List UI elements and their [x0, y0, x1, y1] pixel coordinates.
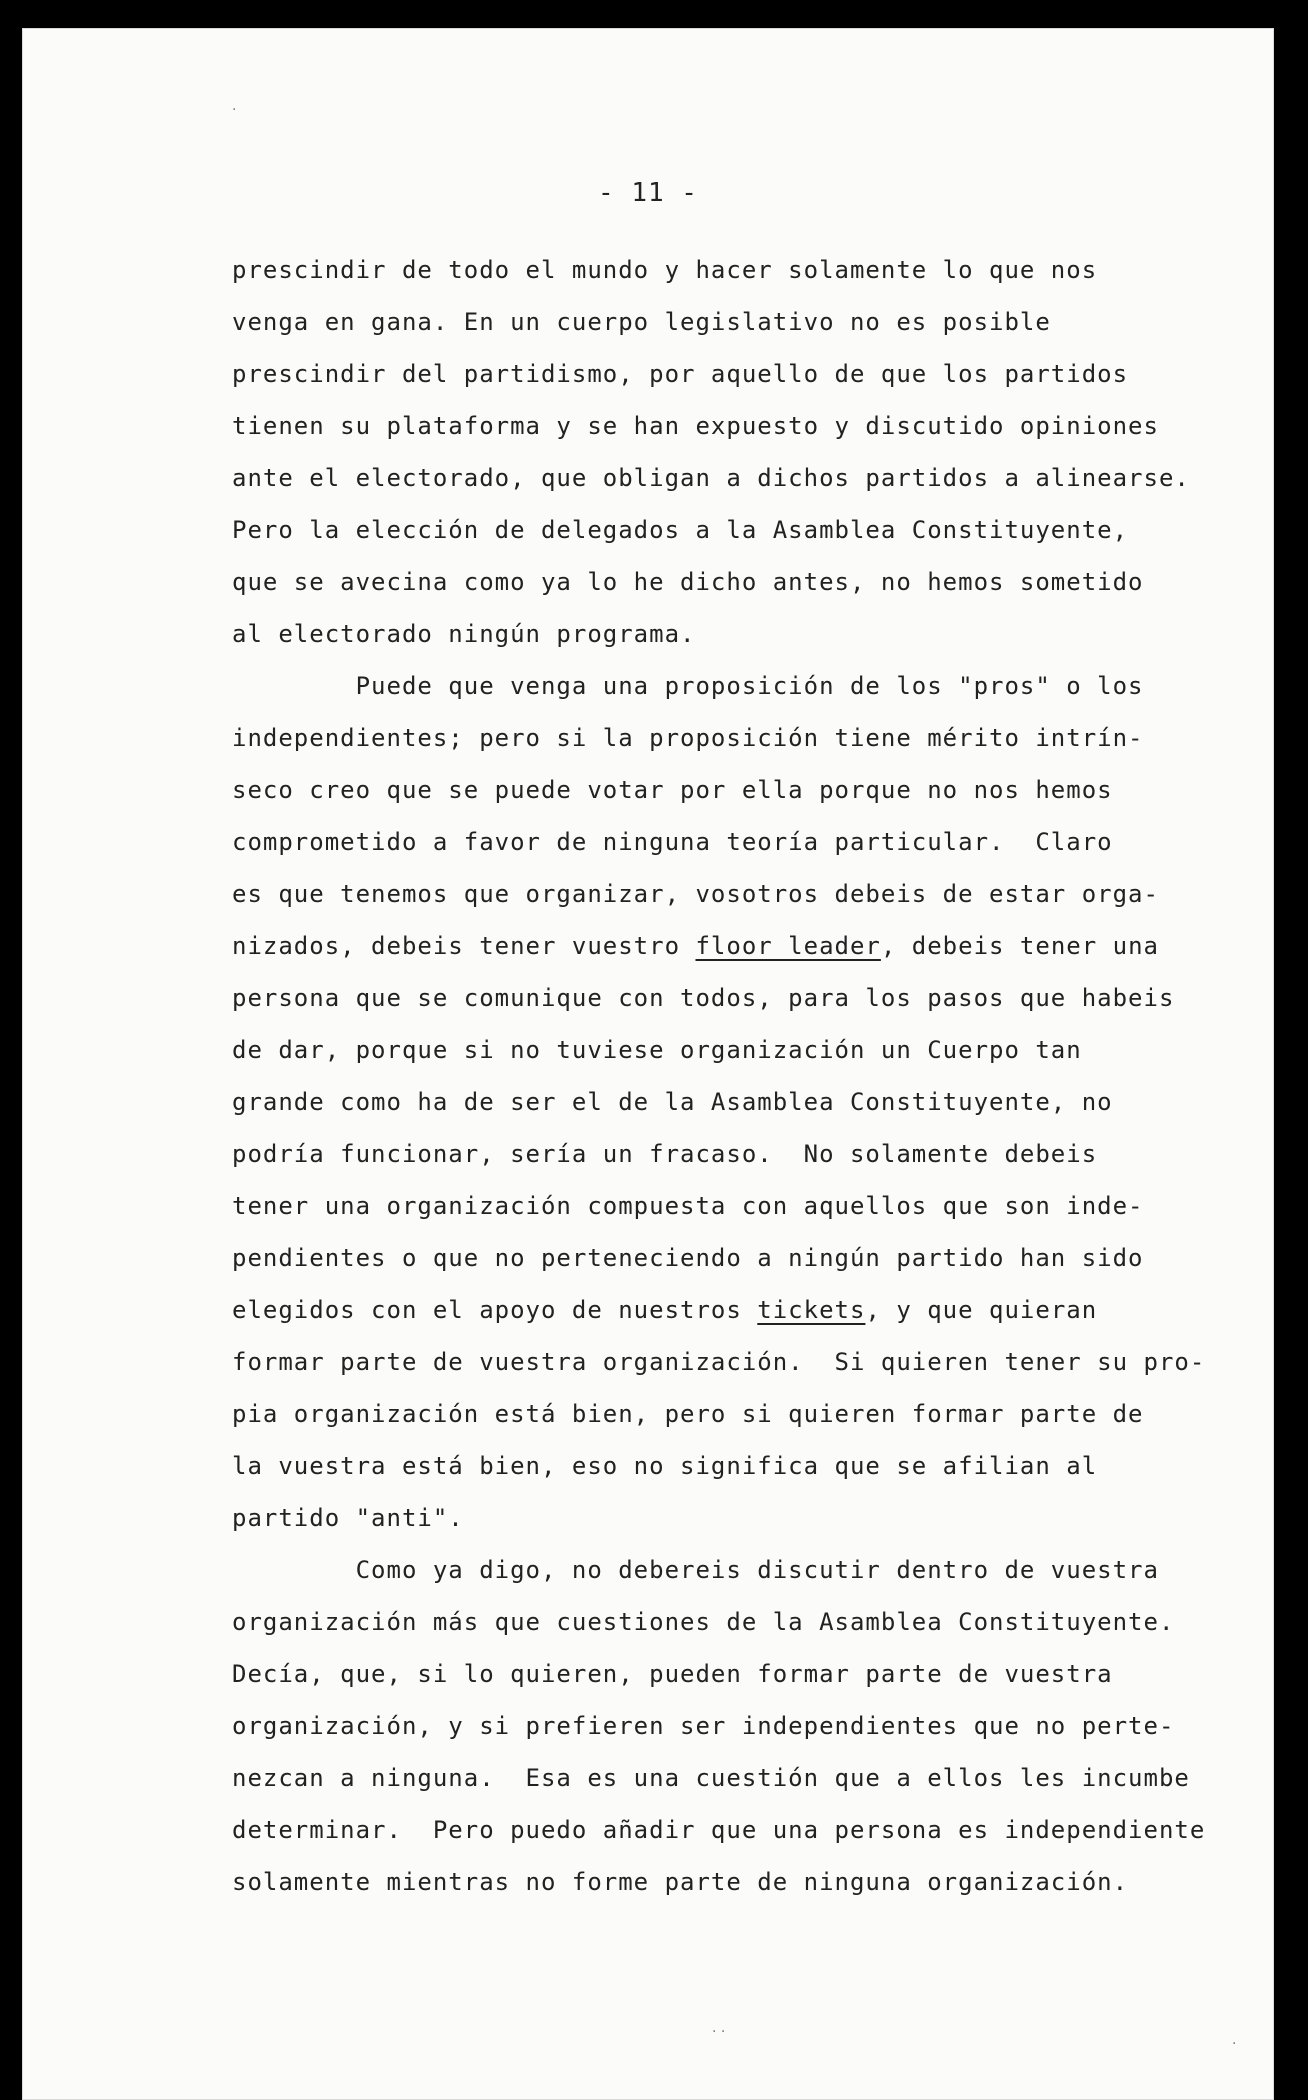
text-line: Pero la elección de delegados a la Asamblea Constituyente,	[232, 516, 1129, 544]
scan-speck: ·	[1232, 2036, 1237, 2052]
text-line: solamente mientras no forme parte de ninguna organización.	[232, 1868, 1129, 1896]
scan-speck: · ·	[712, 2024, 726, 2040]
text-line: ante el electorado, que obligan a dichos partidos a alinearse.	[232, 464, 1190, 492]
text-line: determinar. Pero puedo añadir que una persona es independiente	[232, 1816, 1206, 1844]
text-line: de dar, porque si no tuviese organización un Cuerpo tan	[232, 1036, 1082, 1064]
text-line: es que tenemos que organizar, vosotros debeis de estar orga-	[232, 880, 1159, 908]
text-line: partido "anti".	[232, 1504, 464, 1532]
text-line	[232, 920, 1242, 972]
text-run: elegidos con el apoyo de nuestros	[232, 1296, 758, 1324]
document-page	[22, 28, 1274, 2100]
text-line	[232, 1284, 1242, 1336]
text-line: venga en gana. En un cuerpo legislativo no es posible	[232, 308, 1051, 336]
text-run: nizados, debeis tener vuestro	[232, 932, 696, 960]
underlined-term: floor leader	[695, 932, 881, 960]
text-run: , debeis tener una	[880, 932, 1159, 960]
underlined-term: tickets	[757, 1296, 866, 1324]
scan-speck: ·	[232, 102, 237, 118]
document-body	[232, 244, 1242, 1908]
text-line: Decía, que, si lo quieren, pueden formar parte de vuestra	[232, 1660, 1113, 1688]
text-line: Como ya digo, no debereis discutir dentro de vuestra	[232, 1556, 1159, 1584]
text-line: que se avecina como ya lo he dicho antes, no hemos sometido	[232, 568, 1144, 596]
text-line: prescindir del partidismo, por aquello de que los partidos	[232, 360, 1129, 388]
text-line: tener una organización compuesta con aquellos que son inde-	[232, 1192, 1144, 1220]
page-number: - 11 -	[598, 178, 698, 208]
text-line: organización, y si prefieren ser independientes que no perte-	[232, 1712, 1175, 1740]
text-line: podría funcionar, sería un fracaso. No solamente debeis	[232, 1140, 1098, 1168]
text-line: al electorado ningún programa.	[232, 620, 696, 648]
text-line: grande como ha de ser el de la Asamblea Constituyente, no	[232, 1088, 1113, 1116]
text-run: , y que quieran	[865, 1296, 1098, 1324]
text-line: Puede que venga una proposición de los "pros" o los	[232, 672, 1144, 700]
text-line: tienen su plataforma y se han expuesto y discutido opiniones	[232, 412, 1159, 440]
text-line: seco creo que se puede votar por ella porque no nos hemos	[232, 776, 1113, 804]
text-line: comprometido a favor de ninguna teoría particular. Claro	[232, 828, 1113, 856]
text-line: independientes; pero si la proposición tiene mérito intrín-	[232, 724, 1144, 752]
text-line: la vuestra está bien, eso no significa que se afilian al	[232, 1452, 1098, 1480]
text-line: pendientes o que no perteneciendo a ningún partido han sido	[232, 1244, 1144, 1272]
text-line: prescindir de todo el mundo y hacer solamente lo que nos	[232, 256, 1098, 284]
text-line: organización más que cuestiones de la Asamblea Constituyente.	[232, 1608, 1175, 1636]
text-line: formar parte de vuestra organización. Si quieren tener su pro-	[232, 1348, 1206, 1376]
text-line: persona que se comunique con todos, para los pasos que habeis	[232, 984, 1175, 1012]
text-line: pia organización está bien, pero si quieren formar parte de	[232, 1400, 1144, 1428]
text-line: nezcan a ninguna. Esa es una cuestión que a ellos les incumbe	[232, 1764, 1190, 1792]
